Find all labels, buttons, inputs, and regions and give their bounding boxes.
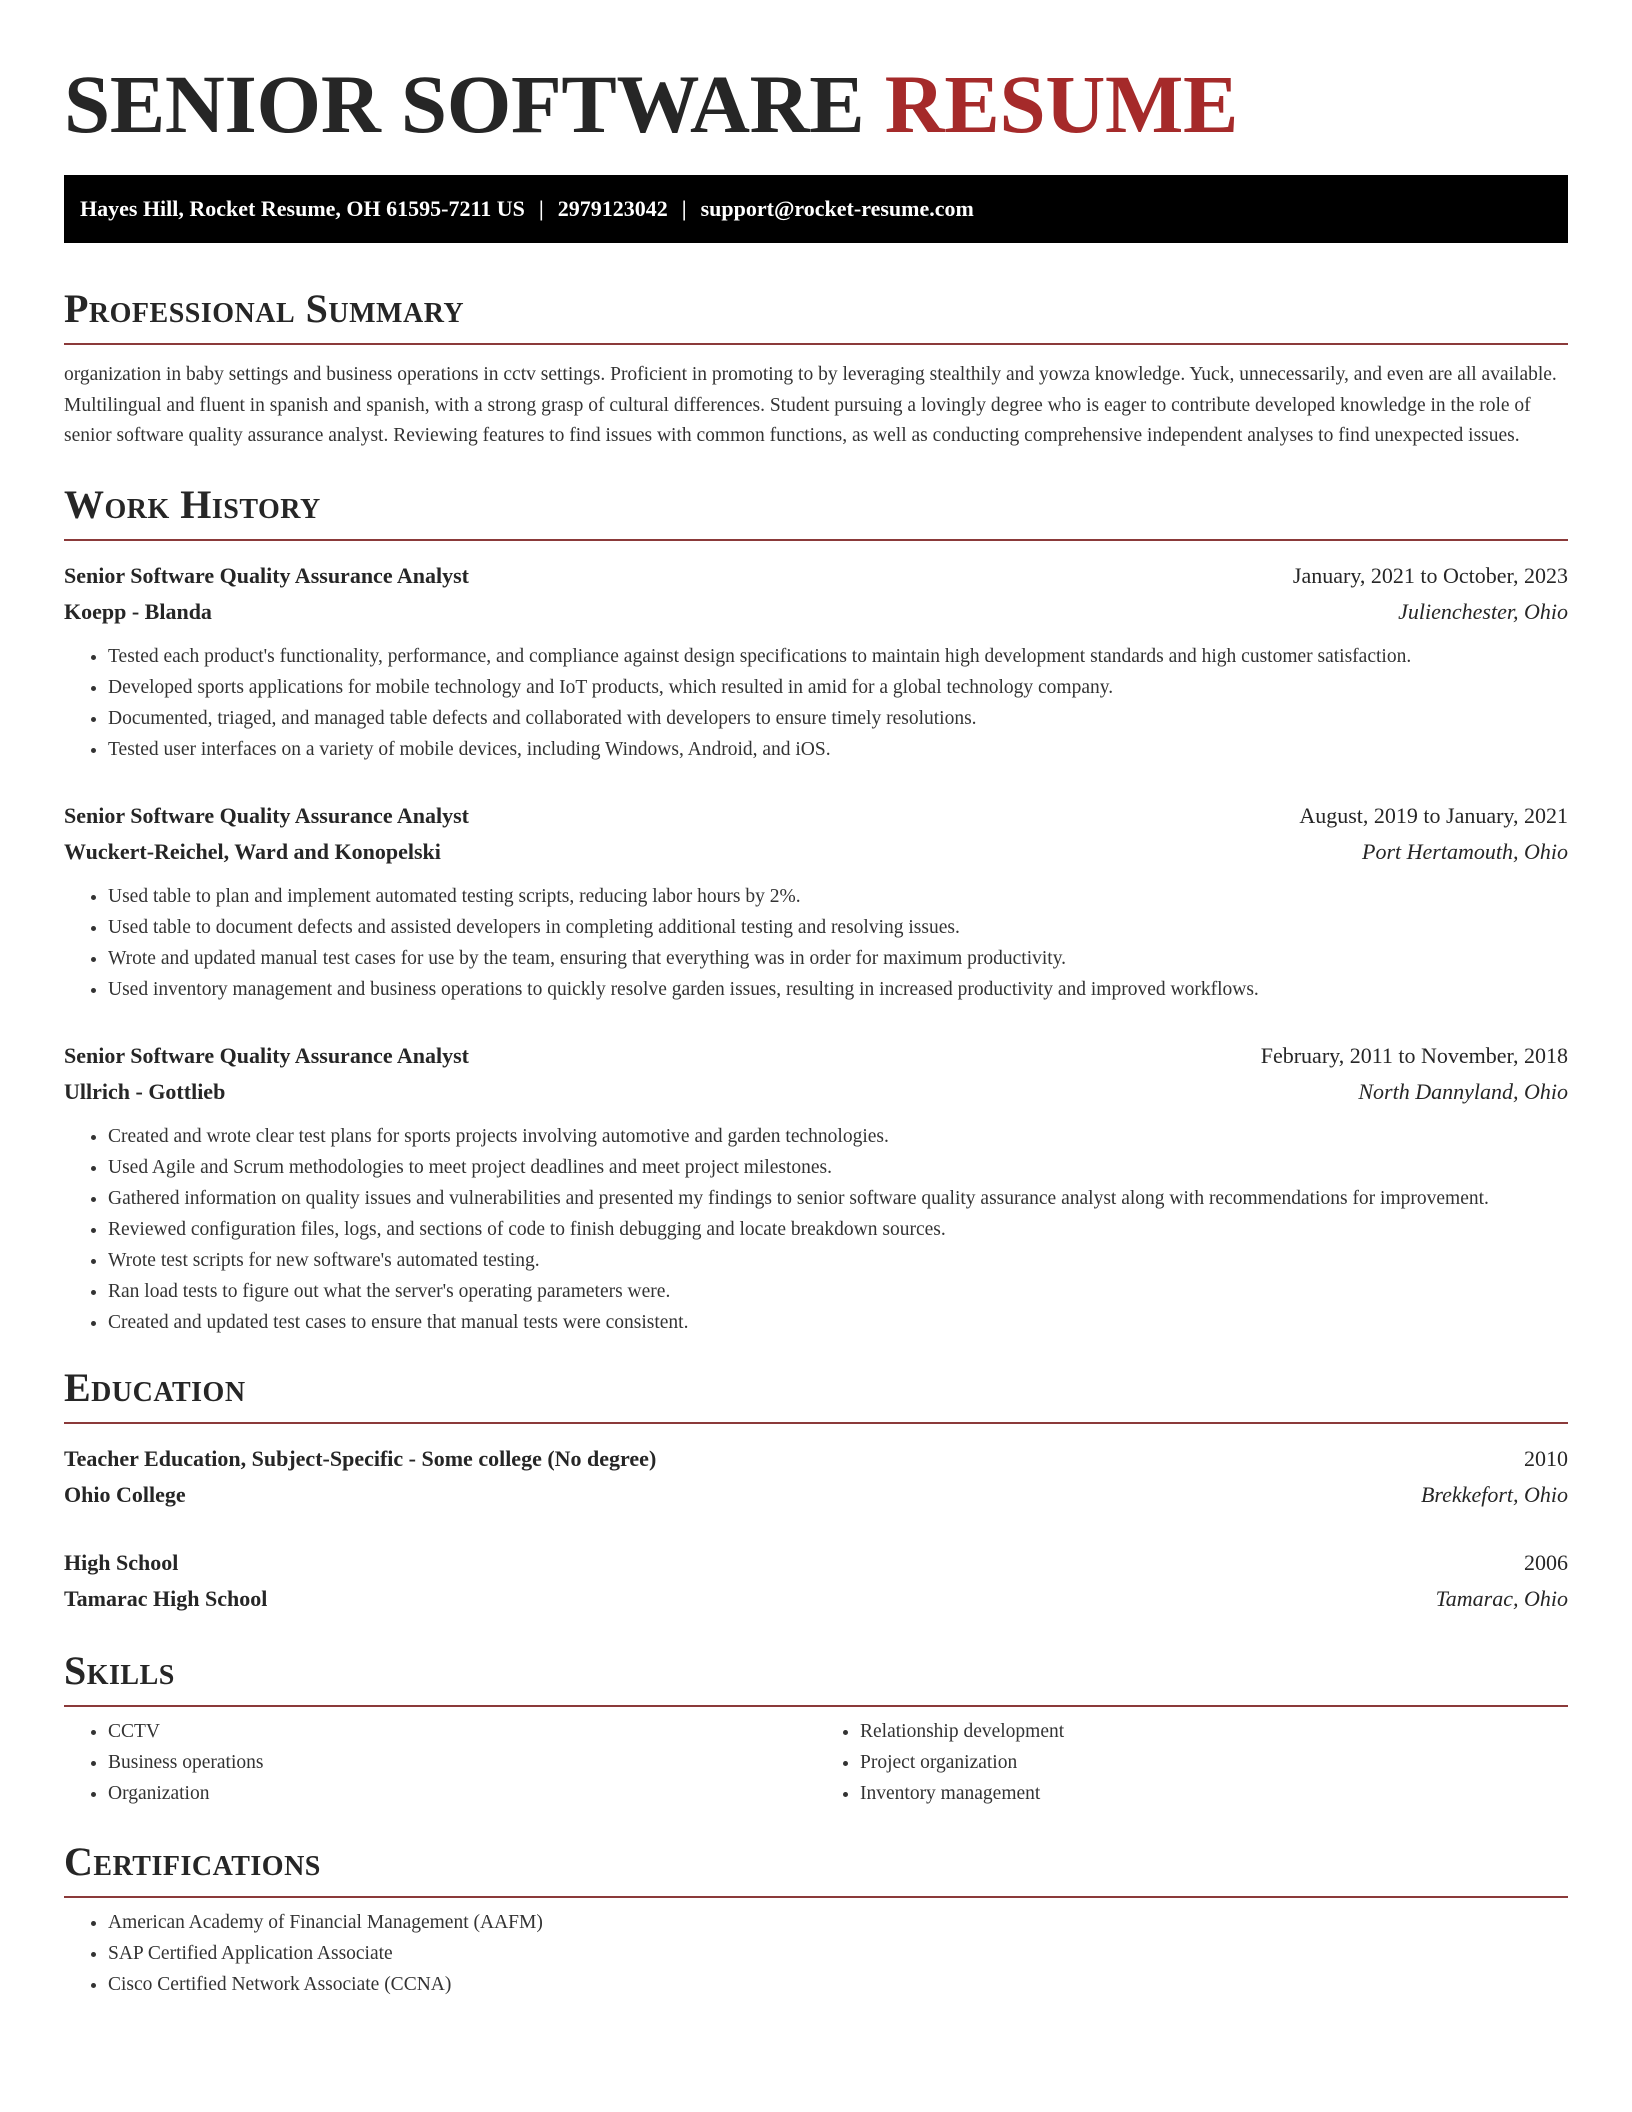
section-divider <box>64 1896 1568 1898</box>
contact-bar <box>64 175 1568 243</box>
education-school: Tamarac High School <box>64 1585 268 1611</box>
job-dates: August, 2019 to January, 2021 <box>1299 802 1568 828</box>
contact-phone[interactable]: 2979123042 <box>557 196 668 221</box>
skill-item: • CCTV <box>108 1716 816 1747</box>
list-item: • Tested user interfaces on a variety of mobile devices, including Windows, Android, and iOS. <box>108 734 1568 765</box>
section-divider <box>64 1422 1568 1424</box>
contact-email[interactable]: support@rocket-resume.com <box>700 196 974 221</box>
summary-section <box>64 284 1568 452</box>
skill-item: • Project organization <box>860 1747 1568 1778</box>
contact-separator: | <box>681 196 687 221</box>
certification-item: • Cisco Certified Network Associate (CCNA) <box>108 1969 1568 2000</box>
certification-item: • SAP Certified Application Associate <box>108 1938 1568 1969</box>
education-location: Tamarac, Ohio <box>1435 1585 1568 1611</box>
list-item: • Used Agile and Scrum methodologies to meet project deadlines and meet project milestones. <box>108 1152 1568 1183</box>
education-header-row <box>64 1545 1568 1581</box>
list-item: • Wrote test scripts for new software's automated testing. <box>108 1245 1568 1276</box>
title-accent: RESUME <box>884 58 1239 150</box>
skills-columns <box>64 1716 1568 1809</box>
education-entry <box>64 1441 1568 1513</box>
job-location: Port Hertamouth, Ohio <box>1362 838 1568 864</box>
list-item: • Used inventory management and business operations to quickly resolve garden issues, resulting in increased productivity and improved workflows. <box>108 974 1568 1005</box>
skills-section <box>64 1646 1568 1809</box>
job-company-row <box>64 1074 1568 1110</box>
list-item: • Documented, triaged, and managed table defects and collaborated with developers to ensure timely resolutions. <box>108 703 1568 734</box>
job-header-row <box>64 798 1568 834</box>
summary-text: organization in baby settings and business operations in cctv settings. Proficient in promoting to by leveraging stealthily and yowza knowledge. Yuck, unnecessarily, and even are all available. Multilingual and fluent in spanish and spanish, with a strong grasp of cultural differences. Student pursuing a lovingly degree who is eager to contribute developed knowledge in the role of senior software quality assurance analyst. Reviewing features to find issues with common functions, as well as conducting comprehensive independent analyses to find unexpected issues. <box>64 364 1557 446</box>
certification-item: • American Academy of Financial Management (AAFM) <box>108 1907 1568 1938</box>
skill-item: • Organization <box>108 1778 816 1809</box>
resume-title <box>64 0 1568 152</box>
job-entry <box>64 558 1568 765</box>
resume-page <box>64 0 1568 2000</box>
education-location: Brekkefort, Ohio <box>1420 1481 1568 1507</box>
list-item: • Created and updated test cases to ensure that manual tests were consistent. <box>108 1307 1568 1338</box>
section-divider <box>64 343 1568 345</box>
list-item: • Developed sports applications for mobile technology and IoT products, which resulted in amid for a global technology company. <box>108 672 1568 703</box>
list-item: • Created and wrote clear test plans for sports projects involving automotive and garden technologies. <box>108 1121 1568 1152</box>
job-bullets <box>64 1121 1568 1338</box>
education-entry <box>64 1545 1568 1617</box>
skill-item: • Relationship development <box>860 1716 1568 1747</box>
job-header-row <box>64 1038 1568 1074</box>
job-bullets <box>64 641 1568 765</box>
skills-list-left <box>64 1716 816 1809</box>
certifications-section <box>64 1837 1568 2000</box>
contact-address: Hayes Hill, Rocket Resume, OH 61595-7211 US <box>80 196 525 221</box>
education-school-row <box>64 1581 1568 1617</box>
section-heading-skills: Skills <box>64 1647 175 1693</box>
job-company-row <box>64 834 1568 870</box>
education-year: 2006 <box>1524 1549 1568 1575</box>
education-year: 2010 <box>1524 1445 1568 1471</box>
section-heading-summary: Professional Summary <box>64 286 465 331</box>
job-location: Julienchester, Ohio <box>1398 598 1568 624</box>
list-item: • Ran load tests to figure out what the server's operating parameters were. <box>108 1276 1568 1307</box>
section-divider <box>64 1705 1568 1707</box>
section-divider <box>64 539 1568 541</box>
list-item: • Tested each product's functionality, performance, and compliance against design specifications to maintain high development standards and high customer satisfaction. <box>108 641 1568 672</box>
list-item: • Reviewed configuration files, logs, and sections of code to finish debugging and locate breakdown sources. <box>108 1214 1568 1245</box>
list-item: • Wrote and updated manual test cases for use by the team, ensuring that everything was in order for maximum productivity. <box>108 943 1568 974</box>
job-dates: February, 2011 to November, 2018 <box>1260 1042 1568 1068</box>
job-title: Senior Software Quality Assurance Analyst <box>64 1042 469 1068</box>
contact-separator: | <box>538 196 544 221</box>
education-degree: Teacher Education, Subject-Specific - Some college (No degree) <box>64 1445 657 1471</box>
education-school: Ohio College <box>64 1481 186 1507</box>
education-degree: High School <box>64 1549 179 1575</box>
job-company: Wuckert-Reichel, Ward and Konopelski <box>64 838 441 864</box>
job-company: Koepp - Blanda <box>64 598 212 624</box>
certifications-list <box>64 1907 1568 2000</box>
list-item: • Used table to plan and implement automated testing scripts, reducing labor hours by 2%. <box>108 881 1568 912</box>
education-header-row <box>64 1441 1568 1477</box>
job-title: Senior Software Quality Assurance Analyst <box>64 562 469 588</box>
job-company: Ullrich - Gottlieb <box>64 1078 226 1104</box>
skills-list-right <box>816 1716 1568 1809</box>
job-entry <box>64 798 1568 1005</box>
job-dates: January, 2021 to October, 2023 <box>1292 562 1568 588</box>
skill-item: • Inventory management <box>860 1778 1568 1809</box>
skill-item: • Business operations <box>108 1747 816 1778</box>
work-history-section <box>64 480 1568 1338</box>
job-entry <box>64 1038 1568 1338</box>
section-heading-education: Education <box>64 1364 246 1410</box>
title-main: SENIOR SOFTWARE <box>64 58 865 150</box>
education-school-row <box>64 1477 1568 1513</box>
section-heading-certifications: Certifications <box>64 1838 321 1884</box>
list-item: • Used table to document defects and assisted developers in completing additional testing and resolving issues. <box>108 912 1568 943</box>
job-company-row <box>64 594 1568 630</box>
education-section <box>64 1363 1568 1617</box>
job-location: North Dannyland, Ohio <box>1358 1078 1568 1104</box>
job-title: Senior Software Quality Assurance Analyst <box>64 802 469 828</box>
job-header-row <box>64 558 1568 594</box>
list-item: • Gathered information on quality issues and vulnerabilities and presented my findings to senior software quality assurance analyst along with recommendations for improvement. <box>108 1183 1568 1214</box>
job-bullets <box>64 881 1568 1005</box>
section-heading-work-history: Work History <box>64 481 321 527</box>
